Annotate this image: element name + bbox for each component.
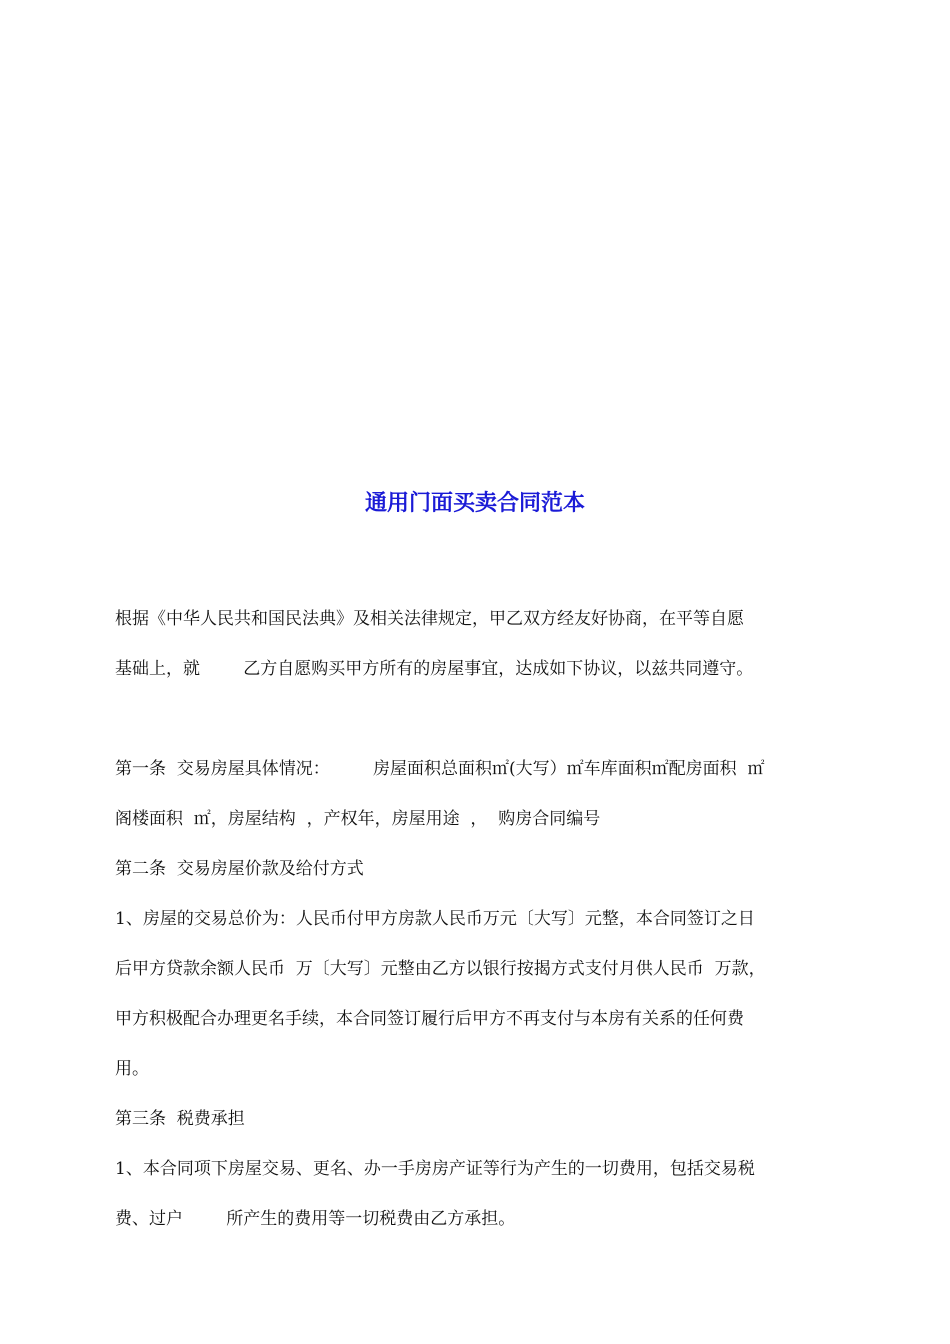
document-title: 通用门面买卖合同范本: [364, 491, 585, 516]
article2-line-4: 用。: [115, 1059, 149, 1079]
preamble-line-1: 根据《中华人民共和国民法典》及相关法律规定，甲乙双方经友好协商，在平等自愿: [115, 609, 744, 629]
article2-line-1: 1、房屋的交易总价为：人民币付甲方房款人民币万元〔大写〕元整，本合同签订之日: [115, 909, 755, 929]
preamble-line-2: 基础上，就 乙方自愿购买甲方所有的房屋事宜，达成如下协议，以兹共同遵守。: [115, 659, 754, 679]
article3-line-1: 1、本合同项下房屋交易、更名、办一手房房产证等行为产生的一切费用，包括交易税: [115, 1159, 755, 1179]
article1-line-1: 第一条 交易房屋具体情况： 房屋面积总面积㎡(大写）㎡车库面积㎡配房面积 ㎡: [115, 759, 765, 779]
article3-heading: 第三条 税费承担: [115, 1109, 245, 1129]
article3-line-2: 费、过户 所产生的费用等一切税费由乙方承担。: [115, 1209, 516, 1229]
article1-line-2: 阁楼面积 ㎡，房屋结构 ，产权年，房屋用途 ， 购房合同编号: [115, 809, 601, 829]
article2-line-3: 甲方积极配合办理更名手续，本合同签订履行后甲方不再支付与本房有关系的任何费: [115, 1009, 744, 1029]
article2-line-2: 后甲方贷款余额人民币 万〔大写〕元整由乙方以银行按揭方式支付月供人民币 万款，: [115, 959, 766, 979]
article2-heading: 第二条 交易房屋价款及给付方式: [115, 859, 364, 879]
